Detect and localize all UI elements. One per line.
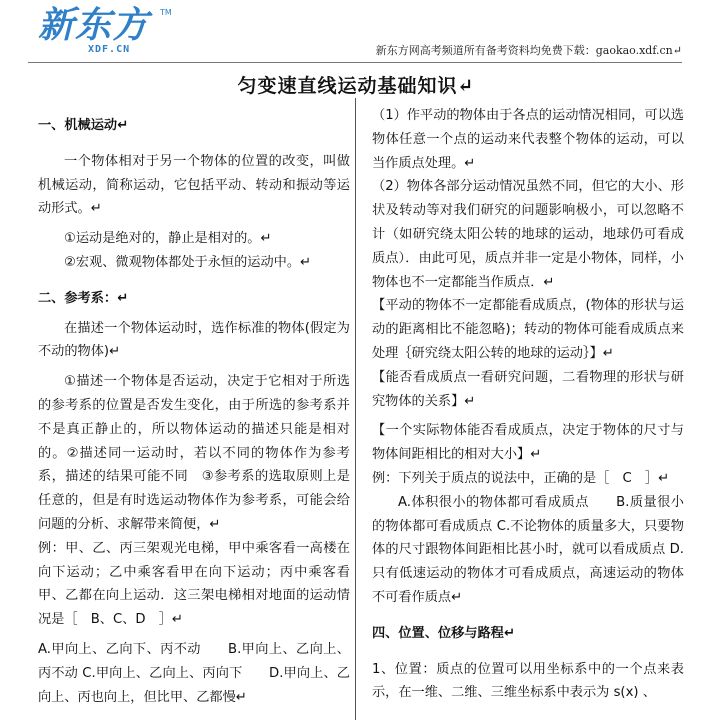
note-research-problem: 【能否看成质点一看研究问题，二看物理的形状与研究物体的关系】↵ — [372, 369, 684, 409]
paragraph-reference-frame-notes: ①描述一个物体是否运动，决定于它相对于所选的参考系的位置是否发生变化，由于所选的参考系并不是真正静止的，所以物体运动的描述只能是相对的。②描述同一运动时，若以不同的物体作为参考系，描述的结果可能不同 ③参考系的选取原则上是任意的，但是有时选运动物体作为参考系，可能会给问题的分析、求解带来简便，↵ — [38, 374, 350, 532]
paragraph-motion-absolute: ①运动是绝对的，静止是相对的。↵ — [64, 231, 272, 247]
header-divider — [28, 62, 682, 63]
logo-domain: XDF.CN — [88, 44, 131, 55]
page-title: 匀变速直线运动基础知识↵ — [237, 75, 475, 97]
paragraph-negligible-size: （2）物体各部分运动情况虽然不同，但它的大小、形状及转动等对我们研究的问题影响极小，可以忽略不计（如研究绕太阳公转的地球的运动，地球仍可看成质点）．由此可见，质点并非一定是小物体，同样，小物体也不一定都能当作质点．↵ — [372, 179, 684, 290]
xdf-logo — [38, 5, 172, 56]
paragraph-translation-point-mass: （1）作平动的物体由于各点的运动情况相同，可以选物体任意一个点的运动来代表整个物体的运动，可以当作质点处理。↵ — [372, 108, 684, 171]
note-translation-rotation: 【平动的物体不一定都能看成质点，(物体的形状与运动的距离相比不能忽略)；转动的物体可能看成质点来处理｛研究绕太阳公转的地球的运动｝】↵ — [372, 298, 684, 361]
example-point-mass-options: A.体积很小的物体都可看成质点 B.质量很小的物体都可看成质点 C.不论物体的质量多大，只要物体的尺寸跟物体间距相比甚小时，就可以看成质点 D.只有低速运动的物体才可看成质点，高速运动的物体不可看作质点↵ — [372, 494, 684, 605]
section-heading-position-displacement: 四、位置、位移与路程↵ — [372, 625, 515, 641]
section-heading-reference-frame: 二、参考系：↵ — [38, 290, 129, 306]
header-note: 新东方网高考频道所有备考资料均免费下载：gaokao.xdf.cn↵ — [375, 44, 682, 57]
example-point-mass: 例：下列关于质点的说法中，正确的是［ C ］↵ — [372, 470, 670, 486]
paragraph-mechanical-motion-definition: 一个物体相对于另一个物体的位置的改变，叫做机械运动，简称运动，它包括平动、转动和振动等运动形式。↵ — [38, 153, 350, 217]
left-column — [38, 114, 350, 709]
example-elevators-options: A.甲向上、乙向下、丙不动 B.甲向上、乙向上、丙不动 C.甲向上、乙向上、丙向下 D.甲向上、乙向上、丙也向上，但比甲、乙都慢↵ — [38, 641, 350, 705]
section-heading-mechanical-motion: 一、机械运动↵ — [38, 118, 129, 133]
logo-text: 新东方 — [38, 5, 150, 46]
column-divider — [355, 98, 356, 720]
example-elevators: 例：甲、乙、丙三架观光电梯，甲中乘客看一高楼在向下运动；乙中乘客看甲在向下运动；丙中乘客看甲、乙都在向上运动．这三架电梯相对地面的运动情况是［ B、C、D ］↵ — [38, 540, 350, 628]
right-column — [372, 104, 684, 705]
paragraph-motion-eternal: ②宏观、微观物体都处于永恒的运动中。↵ — [64, 254, 312, 270]
paragraph-position: 1、位置：质点的位置可以用坐标系中的一个点来表示，在一维、二维、三维坐标系中表示为 s(x) 、 — [372, 661, 684, 701]
page-header — [0, 0, 710, 70]
logo-trademark: TM — [160, 8, 172, 17]
paragraph-reference-frame-definition: 在描述一个物体运动时，选作标准的物体(假定为不动的物体)↵ — [38, 320, 350, 360]
note-relative-size: 【一个实际物体能否看成质点，决定于物体的尺寸与物体间距相比的相对大小】↵ — [372, 423, 684, 463]
